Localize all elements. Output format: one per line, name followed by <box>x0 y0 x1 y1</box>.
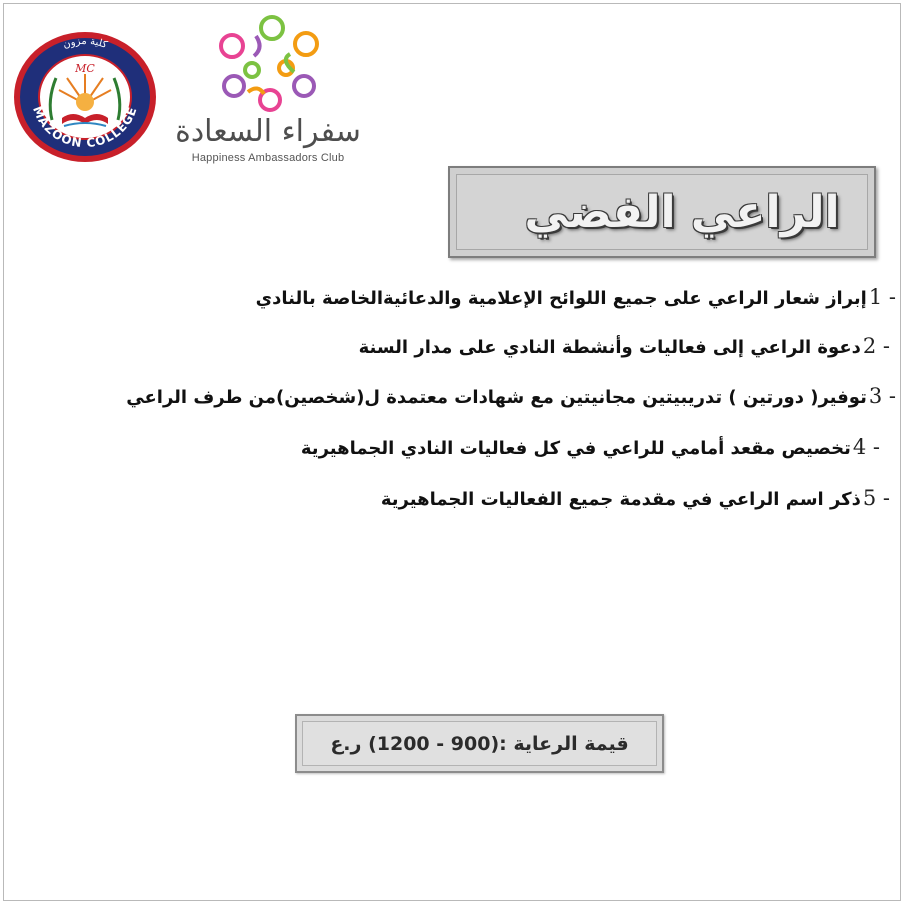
benefit-number: 2 - <box>862 334 890 358</box>
benefit-item-4 <box>301 435 880 459</box>
club-name-english: Happiness Ambassadors Club <box>191 152 345 164</box>
mazoon-college-seal <box>12 30 158 164</box>
club-flower-icon <box>194 6 344 114</box>
benefit-text: دعوة الراعي إلى فعاليات وأنشطة النادي على مدار السنة <box>358 337 861 358</box>
title-box <box>448 166 876 258</box>
benefit-number: 5 - <box>862 486 890 510</box>
sponsorship-price-box <box>295 714 664 773</box>
benefit-number: 4 - <box>852 435 880 459</box>
benefit-item-5 <box>381 486 890 510</box>
club-name-arabic: سفراء السعادة <box>175 114 361 149</box>
benefit-item-3 <box>126 384 896 408</box>
benefit-text: ذكر اسم الراعي في مقدمة جميع الفعاليات الجماهيرية <box>380 489 861 510</box>
seal-initials: MC <box>75 62 95 75</box>
benefit-text: توفير( دورتين ) تدريبيتين مجانيتين مع شهادات معتمدة ل(شخصين)من طرف الراعي <box>126 387 867 408</box>
svg-text:كلية مزون: كلية مزون <box>61 35 109 51</box>
seal-text: MAZOON COLLEGE <box>30 104 140 151</box>
benefit-item-1 <box>256 285 896 309</box>
benefit-text: تخصيص مقعد أمامي للراعي في كل فعاليات النادي الجماهيرية <box>300 438 851 459</box>
sponsorship-price: قيمة الرعاية :(900 - 1200) ر.ع <box>330 732 629 755</box>
page-title: الراعي الفضي <box>524 186 840 238</box>
benefit-number: 1 - <box>868 285 896 309</box>
benefit-text: إبراز شعار الراعي على جميع اللوائح الإعلامية والدعائيةالخاصة بالنادي <box>255 288 867 309</box>
benefit-item-2 <box>359 334 890 358</box>
benefit-number: 3 - <box>868 384 896 408</box>
happiness-club-logo <box>168 6 368 166</box>
